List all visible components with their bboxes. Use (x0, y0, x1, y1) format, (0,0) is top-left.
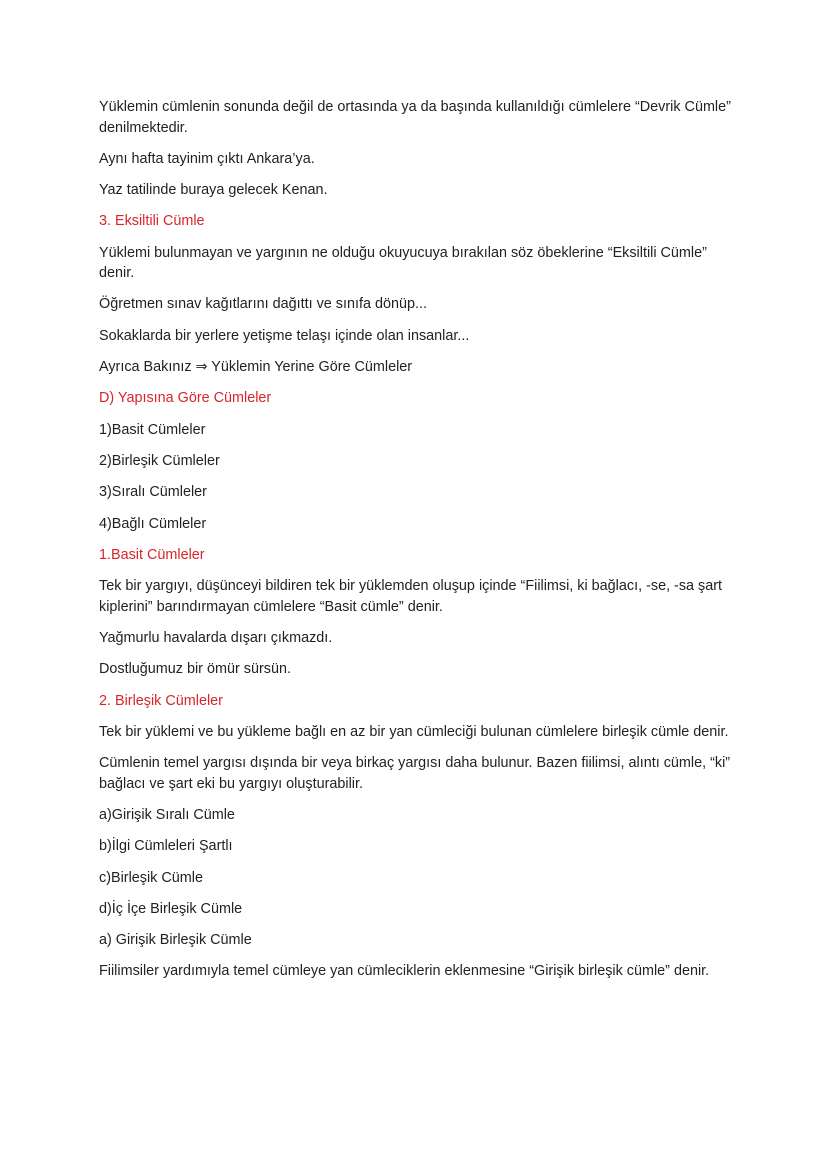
body-paragraph: Tek bir yüklemi ve bu yükleme bağlı en az bir yan cümleciği bulunan cümlelere birleşik cümle denir. (99, 723, 729, 740)
list-item: b)İlgi Cümleleri Şartlı (99, 838, 233, 855)
list-item: 1)Basit Cümleler (99, 421, 206, 438)
section-heading: 3. Eksiltili Cümle (99, 213, 205, 230)
body-paragraph: Yüklemin cümlenin sonunda değil de ortasında ya da başında kullanıldığı cümlelere “Devrik Cümle” denilmektedir. (99, 99, 731, 136)
section-heading: 2. Birleşik Cümleler (99, 692, 223, 709)
body-paragraph: Fiilimsiler yardımıyla temel cümleye yan cümleciklerin eklenmesine “Girişik birleşik cümle” denir. (99, 963, 710, 980)
list-item: 4)Bağlı Cümleler (99, 515, 207, 532)
list-item: 2)Birleşik Cümleler (99, 452, 220, 469)
body-paragraph: Yüklemi bulunmayan ve yargının ne olduğu okuyucuya bırakılan söz öbeklerine “Eksiltili Cümle” denir. (99, 244, 707, 282)
body-paragraph: Cümlenin temel yargısı dışında bir veya birkaç yargısı daha bulunur. Bazen fiilimsi, alıntı cümle, “ki” bağlacı ve şart eki bu yargıyı oluşturabilir. (99, 755, 731, 792)
document-body (99, 97, 731, 993)
section-heading: 1.Basit Cümleler (99, 546, 205, 563)
list-item: a)Girişik Sıralı Cümle (99, 806, 235, 823)
list-item: d)İç İçe Birleşik Cümle (99, 900, 243, 917)
example-sentence: Dostluğumuz bir ömür sürsün. (99, 661, 291, 678)
list-item: 3)Sıralı Cümleler (99, 484, 207, 501)
example-sentence: Sokaklarda bir yerlere yetişme telaşı içinde olan insanlar... (99, 327, 470, 344)
list-item: a) Girişik Birleşik Cümle (99, 932, 252, 949)
see-also-reference: Ayrıca Bakınız ⇒ Yüklemin Yerine Göre Cümleler (99, 359, 413, 376)
section-heading: D) Yapısına Göre Cümleler (99, 390, 272, 407)
example-sentence: Yağmurlu havalarda dışarı çıkmazdı. (99, 629, 333, 646)
body-paragraph: Tek bir yargıyı, düşünceyi bildiren tek bir yüklemden oluşup içinde “Fiilimsi, ki bağlacı, -se, -sa şart kiplerini” barındırmayan cümlelere “Basit cümle” denir. (99, 578, 723, 615)
example-sentence: Aynı hafta tayinim çıktı Ankara’ya. (99, 150, 315, 167)
example-sentence: Öğretmen sınav kağıtlarını dağıttı ve sınıfa dönüp... (99, 296, 427, 313)
list-item: c)Birleşik Cümle (99, 869, 203, 886)
example-sentence: Yaz tatilinde buraya gelecek Kenan. (99, 182, 328, 199)
